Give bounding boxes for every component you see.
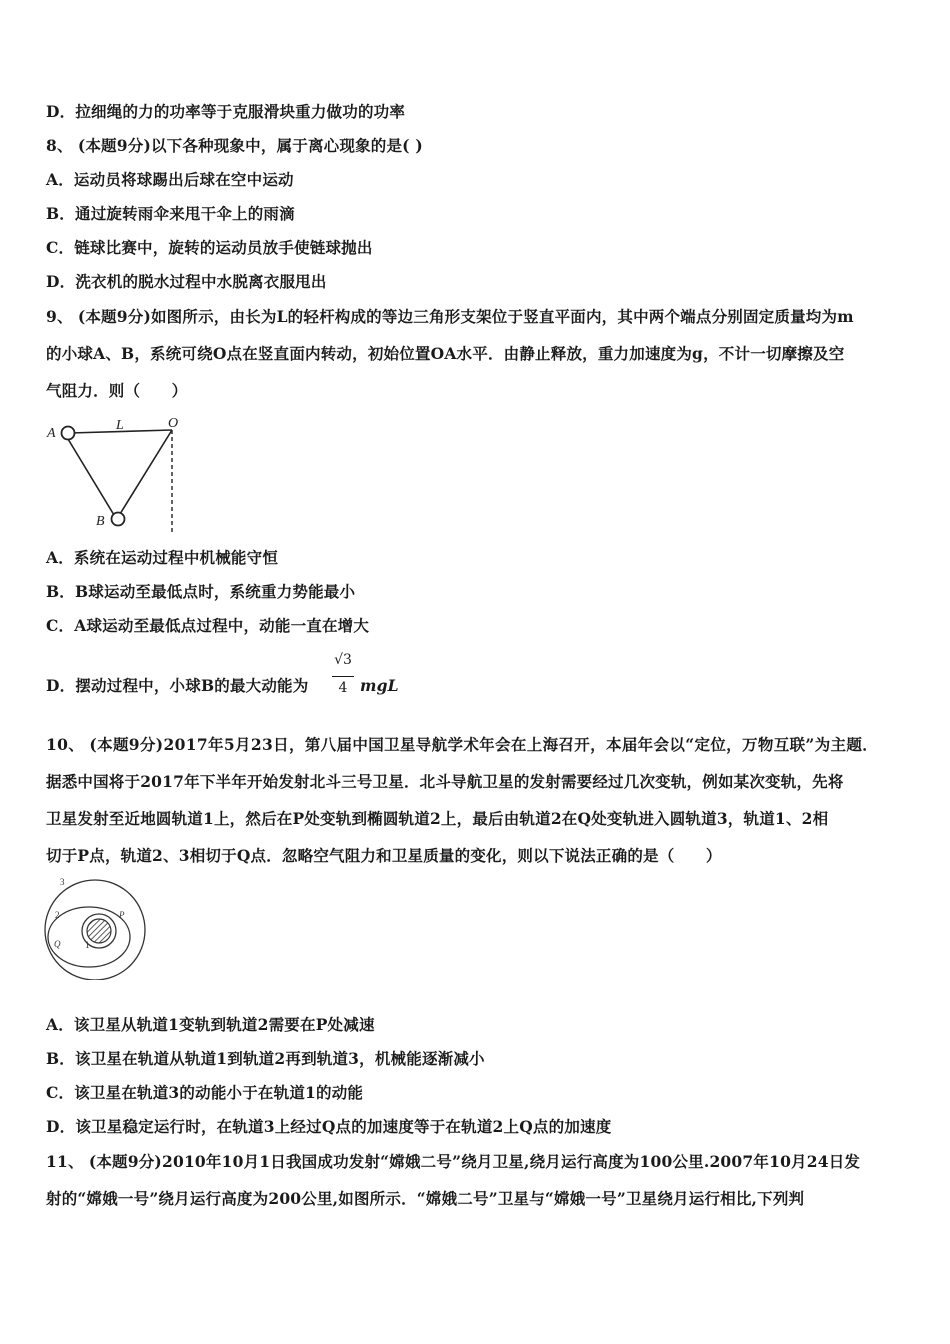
q8-option-c: C．链球比赛中，旋转的运动员放手使链球抛出 <box>46 238 373 257</box>
q9-stem-line2: 的小球A、B，系统可绕O点在竖直面内转动，初始位置OA水平．由静止释放，重力加速度为g，不计一切摩擦及空 <box>46 344 845 363</box>
q10-text-1: 2017年5月23日，第八届中国卫星导航学术年会在上海召开，本届年会以“定位，万物互联”为主题． <box>163 735 879 754</box>
q10-option-c: C．该卫星在轨道3的动能小于在轨道1的动能 <box>46 1083 364 1102</box>
q10-option-a: A．该卫星从轨道1变轨到轨道2需要在P处减速 <box>46 1015 375 1034</box>
q9-number: 9、 <box>46 307 73 326</box>
q9-option-b: B．B球运动至最低点时，系统重力势能最小 <box>46 582 356 601</box>
label-orbit-3: 3 <box>60 877 65 887</box>
q8-option-d: D．洗衣机的脱水过程中水脱离衣服甩出 <box>46 272 327 291</box>
q9-stem-line3: 气阻力．则（ ） <box>46 381 188 400</box>
label-p: P <box>119 910 125 920</box>
label-q: Q <box>54 939 61 949</box>
label-b: B <box>96 514 105 529</box>
q10-stem-line3: 卫星发射至近地圆轨道1上，然后在P处变轨到椭圆轨道2上，最后由轨道2在Q处变轨进入圆轨道3，轨道1、2相 <box>46 809 829 828</box>
q10-option-b: B．该卫星在轨道从轨道1到轨道2再到轨道3，机械能逐渐减小 <box>46 1049 485 1068</box>
q11-number: 11、 <box>46 1152 84 1171</box>
q9-text-1: 如图所示，由长为L的轻杆构成的等边三角形支架位于竖直平面内，其中两个端点分别固定质量均为m <box>150 307 854 326</box>
q8-points: (本题9分) <box>77 136 151 155</box>
rod-ab <box>68 439 114 515</box>
ball-b <box>112 513 125 526</box>
q9-option-d-unit: mgL <box>360 676 399 695</box>
label-orbit-1: 1 <box>85 940 90 950</box>
label-l: L <box>116 418 124 433</box>
q10-option-d: D．该卫星稳定运行时，在轨道3上经过Q点的加速度等于在轨道2上Q点的加速度 <box>46 1117 612 1136</box>
q11-text-1: 2010年10月1日我国成功发射“嫦娥二号”绕月卫星,绕月运行高度为100公里.2007年10月24日发 <box>161 1152 861 1171</box>
fraction-sqrt3-over-4 <box>330 652 356 702</box>
q8-number: 8、 <box>46 136 73 155</box>
q8-text: 以下各种现象中，属于离心现象的是( ) <box>150 136 423 155</box>
label-orbit-2: 2 <box>55 910 60 920</box>
q11-stem-line2: 射的“嫦娥一号”绕月运行高度为200公里,如图所示．“嫦娥二号”卫星与“嫦娥一号”卫星绕月运行相比,下列判 <box>46 1189 805 1208</box>
q9-option-d: D．摆动过程中，小球B的最大动能为 <box>46 676 309 695</box>
q10-stem-line4: 切于P点，轨道2、3相切于Q点．忽略空气阻力和卫星质量的变化，则以下说法正确的是（ ） <box>46 846 722 865</box>
fraction-denominator: 4 <box>338 680 348 696</box>
q9-option-c: C．A球运动至最低点过程中，动能一直在增大 <box>46 616 370 635</box>
q9-stem-line1 <box>46 307 854 327</box>
fraction-numerator: √3 <box>334 652 352 668</box>
q10-stem-line2: 据悉中国将于2017年下半年开始发射北斗三号卫星．北斗导航卫星的发射需要经过几次变轨，例如某次变轨，先将 <box>46 772 844 791</box>
label-o: O <box>168 416 179 431</box>
fraction-bar <box>332 676 354 677</box>
earth-hatched <box>87 919 111 943</box>
q10-stem-line1 <box>46 735 878 755</box>
q8-stem <box>46 136 423 156</box>
q7-option-d: D．拉细绳的力的功率等于克服滑块重力做功的功率 <box>46 102 406 121</box>
label-a: A <box>47 426 56 441</box>
q11-points: (本题9分) <box>88 1152 162 1171</box>
q11-stem-line1 <box>46 1152 860 1172</box>
ball-a <box>62 427 75 440</box>
triangle-pendulum-figure <box>44 412 194 537</box>
q9-option-a: A．系统在运动过程中机械能守恒 <box>46 548 279 567</box>
q10-number: 10、 <box>46 735 85 754</box>
q8-option-a: A．运动员将球踢出后球在空中运动 <box>46 170 294 189</box>
q10-points: (本题9分) <box>89 735 164 754</box>
orbit-diagram-figure <box>43 874 153 980</box>
rod-bo <box>120 430 172 514</box>
q9-points: (本题9分) <box>77 307 151 326</box>
q8-option-b: B．通过旋转雨伞来甩干伞上的雨滴 <box>46 204 295 223</box>
